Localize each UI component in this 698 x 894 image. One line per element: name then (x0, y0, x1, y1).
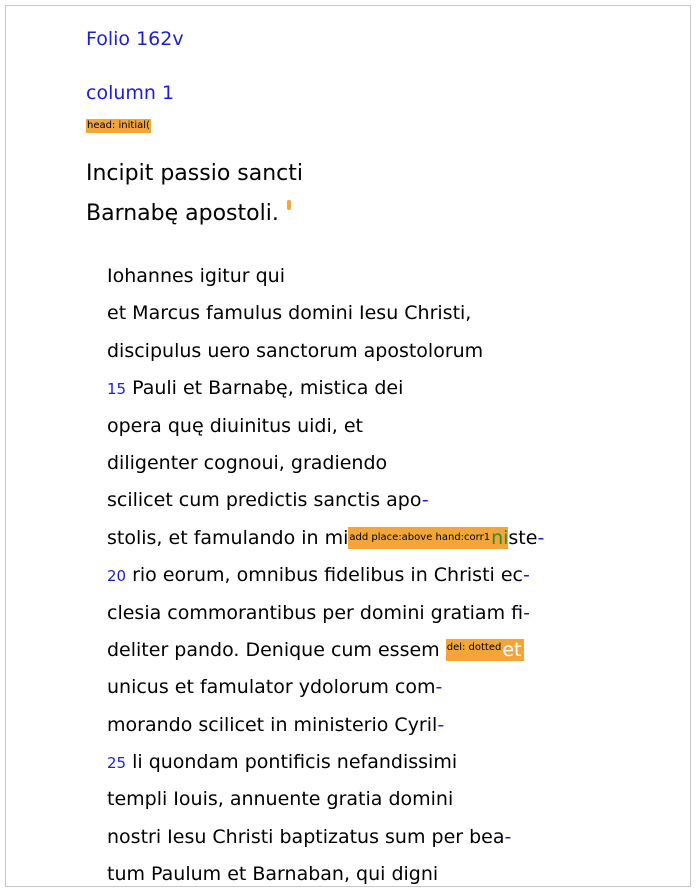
rubric-heading (86, 154, 303, 234)
line-number: 25 (107, 754, 127, 773)
addition-tag: add place:above hand:corr1 (349, 531, 491, 543)
text-line (107, 557, 544, 594)
column-heading: column 1 (86, 82, 175, 104)
deletion-annotation (446, 639, 524, 661)
annotation-close-marker (287, 200, 291, 210)
manuscript-page (5, 5, 691, 887)
text-line (107, 669, 544, 706)
rubric-line-2 (86, 194, 303, 234)
transcription-body (107, 258, 544, 894)
line-text: unicus et famulator ydolorum com (107, 676, 436, 699)
text-line (107, 295, 544, 332)
line-text: stolis, et famulando in mi (107, 526, 349, 549)
line-text: templi Iouis, annuente gratia domini (107, 788, 454, 811)
rubric-line-2-text: Barnabę apostoli. (86, 201, 279, 226)
line-text: scilicet cum predictis sanctis apo (107, 489, 422, 512)
line-break-hyphen: - (435, 676, 443, 699)
line-break-hyphen: - (522, 564, 530, 587)
text-line (107, 445, 544, 482)
line-text: nostri Iesu Christi baptizatus sum per bea (107, 825, 505, 848)
line-break-hyphen: - (537, 526, 545, 549)
line-text: morando scilicet in ministerio Cyril (107, 713, 438, 736)
line-number: 20 (107, 567, 127, 586)
line-break-hyphen: - (504, 825, 512, 848)
line-text: et Marcus famulus domini Iesu Christi, (107, 302, 472, 325)
line-text: Iohannes igitur qui (107, 265, 285, 287)
line-break-hyphen: - (437, 713, 445, 736)
line-break-hyphen: - (421, 489, 429, 512)
text-line (107, 744, 544, 781)
deleted-text: et (502, 638, 522, 661)
text-line (107, 632, 544, 669)
text-line (107, 408, 544, 445)
text-line (107, 819, 544, 856)
line-text: Pauli et Barnabę, mistica dei (132, 377, 404, 400)
text-line (107, 482, 544, 519)
text-line (107, 258, 544, 295)
text-line (107, 333, 544, 370)
folio-heading: Folio 162v (86, 28, 184, 50)
line-text: opera quę diuinitus uidi, et (107, 414, 363, 437)
deletion-tag: del: dotted (446, 641, 502, 653)
line-text: discipulus uero sanctorum apostolorum (107, 339, 484, 362)
line-number: 15 (107, 380, 127, 399)
head-annotation-tag: head: initial( (87, 120, 150, 131)
line-text: deliter pando. Denique cum essem (107, 638, 446, 661)
text-line (107, 781, 544, 818)
line-text: li quondam pontificis nefandissimi (132, 751, 458, 774)
text-line (107, 707, 544, 744)
line-text: tum Paulum et Barnaban, qui digni (107, 863, 439, 886)
line-text-continued: ste (508, 526, 538, 549)
addition-annotation (348, 527, 508, 549)
line-text: clesia commorantibus per domini gratiam fi (107, 601, 524, 624)
text-line (107, 520, 544, 557)
rubric-line-1: Incipit passio sancti (86, 161, 303, 186)
text-line (107, 595, 544, 632)
added-text: ni (491, 526, 509, 549)
line-break-hyphen: - (523, 601, 530, 624)
text-line (107, 856, 544, 893)
line-text: rio eorum, omnibus fidelibus in Christi ec (132, 564, 523, 587)
text-line (107, 370, 544, 407)
line-text: diligenter cognoui, gradiendo (107, 451, 388, 474)
